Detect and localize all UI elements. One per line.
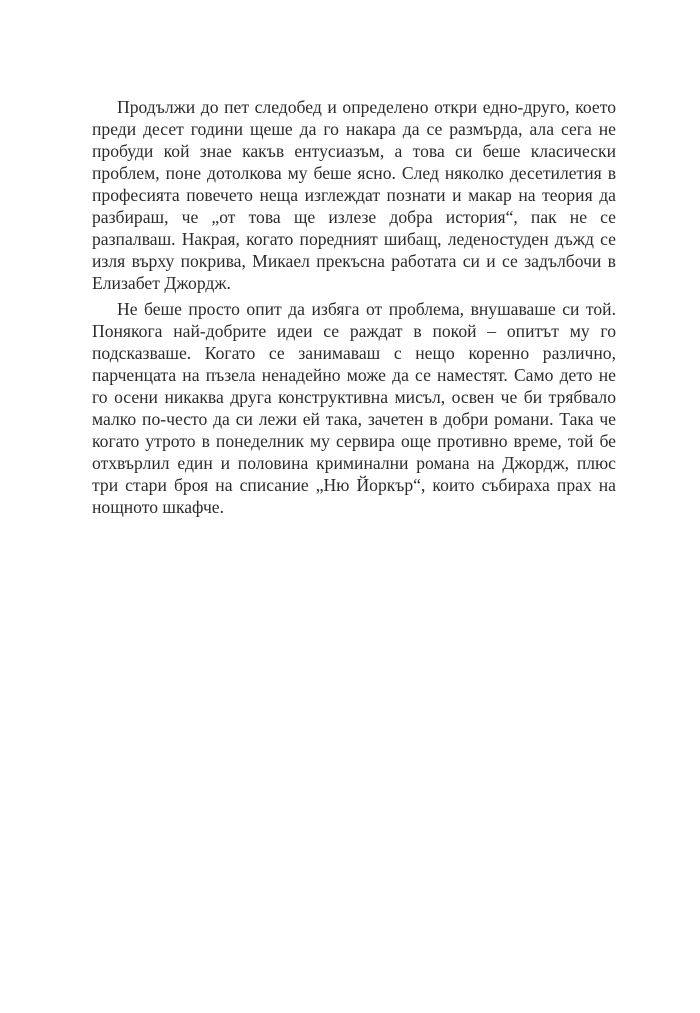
paragraph: Продължи до пет следобед и определено откри едно-друго, което преди десет години щеше да го накара да се размърда, ала сега не пробуди кой знае какъв ентусиазъм, а това си беше класически проблем, поне дотолкова му беше ясно. След няколко десетилетия в професията повечето неща изглеждат познати и макар на теория да разбираш, че „от това ще излезе добра история“, пак не се разпалваш. Накрая, когато поредният шибащ, леденостуден дъжд се изля върху покрива, Микаел прекъсна работата си и се задълбочи в Елизабет Джордж.	[92, 97, 616, 293]
body-text	[92, 96, 616, 522]
paragraph: Не беше просто опит да избяга от проблема, внушаваше си той. Понякога най-добрите идеи се раждат в покой – опитът му го подсказваше. Когато се занимаваш с нещо коренно различно, парченцата на пъзела ненадейно може да се наместят. Само дето не го осени никаква друга конструктивна мисъл, освен че би трябвало малко по-често да си лежи ей така, зачетен в добри романи. Така че когато утрото в понеделник му сервира още противно време, той бе отхвърлил един и половина криминални романа на Джордж, плюс три стари броя на списание „Ню Йоркър“, които събираха прах на нощното шкафче.	[92, 299, 616, 517]
